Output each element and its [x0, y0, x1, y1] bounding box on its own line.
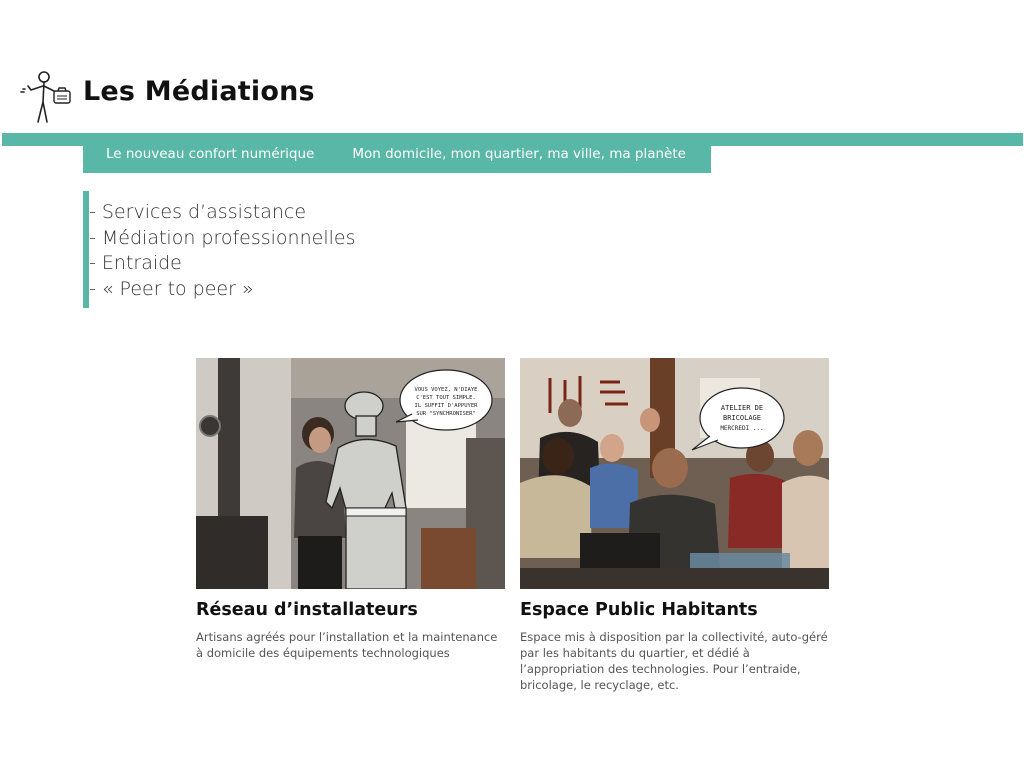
speech-line: MERCREDI ...	[720, 425, 764, 432]
card-title: Réseau d’installateurs	[196, 600, 418, 620]
card-description: Espace mis à disposition par la collectivité, auto-géré par les habitants du quartier, et dédié à l’appropriation des technologies. Pour l’entraide, bricolage, le recyclage, etc.	[520, 630, 828, 692]
list-item: - « Peer to peer »	[89, 277, 254, 300]
list-item: - Entraide	[89, 252, 182, 274]
tab-mon-domicile[interactable]: Mon domicile, mon quartier, ma ville, ma planète	[352, 146, 686, 162]
card-title: Espace Public Habitants	[520, 600, 758, 620]
speech-line: IL SUFFIT D'APPUYER	[414, 403, 478, 409]
card-reseau-installateurs	[196, 358, 505, 661]
speech-line: ATELIER DE	[720, 404, 764, 412]
tab-nouveau-confort[interactable]: Le nouveau confort numérique	[106, 146, 315, 162]
mediation-list	[89, 200, 355, 302]
main-nav	[83, 133, 711, 173]
speech-line: BRICOLAGE	[723, 414, 761, 422]
card-espace-public	[520, 358, 829, 693]
page-title: Les Médiations	[83, 76, 315, 107]
list-item: - Services d’assistance	[89, 201, 307, 223]
speech-line: SUR "SYNCHRONISER"	[416, 411, 476, 417]
person-with-bag-icon	[16, 66, 76, 126]
speech-line: VOUS VOYEZ, N'DIAYE	[414, 387, 478, 393]
list-item: - Médiation professionnelles	[89, 226, 356, 249]
card-description: Artisans agréés pour l’installation et la maintenance à domicile des équipements technologiques	[196, 630, 498, 660]
speech-line: C'EST TOUT SIMPLE.	[416, 395, 476, 401]
installers-photo	[196, 358, 505, 589]
workshop-photo	[520, 358, 829, 589]
